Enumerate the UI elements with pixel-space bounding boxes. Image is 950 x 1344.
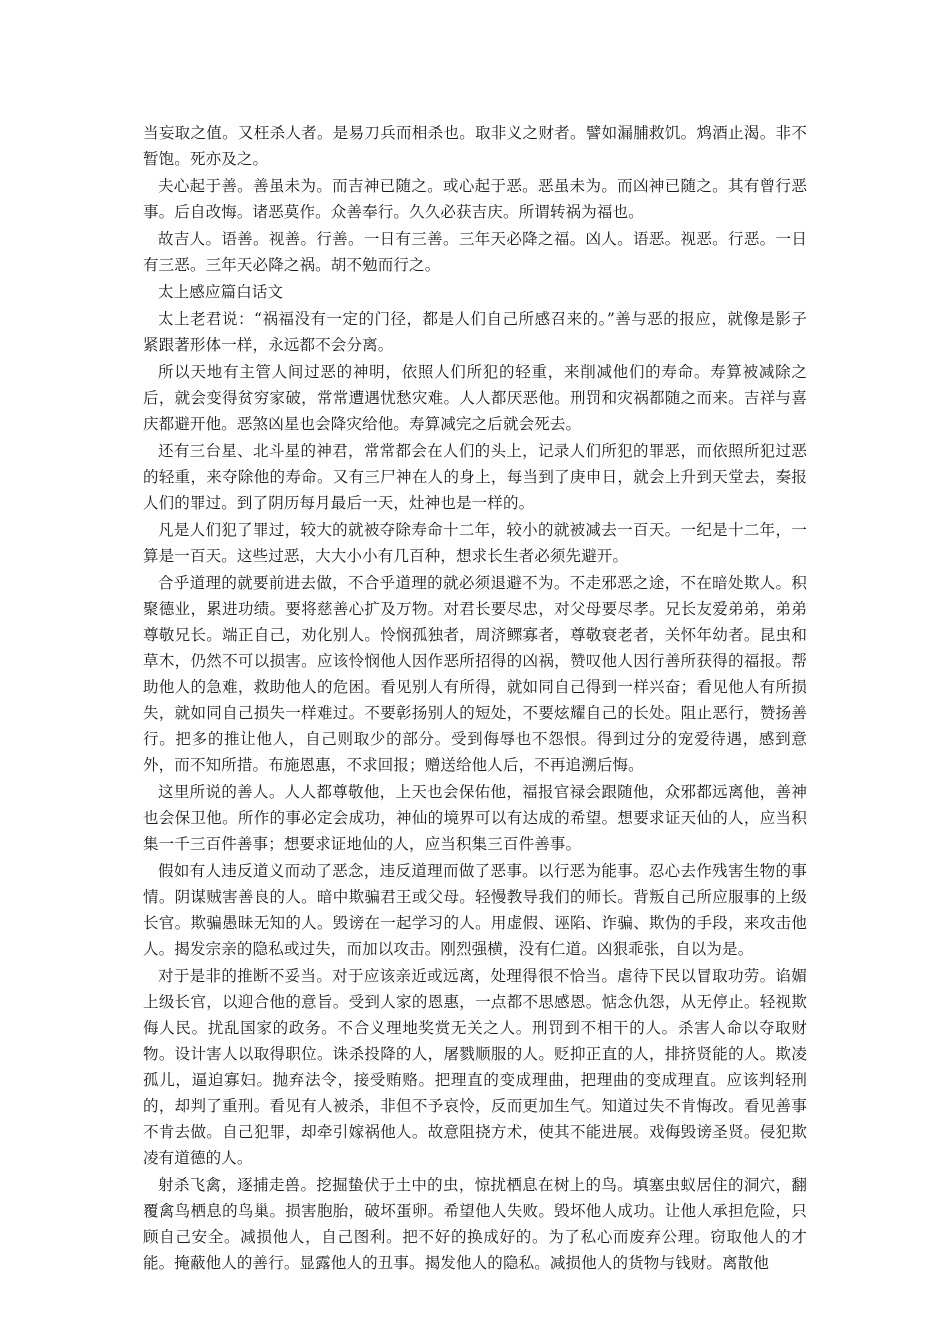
paragraph-10: 假如有人违反道义而动了恶念，违反道理而做了恶事。以行恶为能事。忍心去作残害生物的事情。阴谋贼害善良的人。暗中欺骗君王或父母。轻慢教导我们的师长。背叛自己所应服事的上级长官。欺骗愚昧无知的人。毁谤在一起学习的人。用虚假、诬陷、诈骗、欺伪的手段，来攻击他人。揭发宗亲的隐私或过失，而加以攻击。刚烈强横，没有仁道。凶狠乖张，自以为是。: [143, 862, 807, 958]
paragraph-6: 还有三台星、北斗星的神君，常常都会在人们的头上，记录人们所犯的罪恶，而依照所犯过恶的轻重，来夺除他的寿命。又有三尸神在人的身上，每当到了庚申日，就会上升到天堂去，奏报人们的罪过。到了阴历每月最后一天，灶神也是一样的。: [143, 442, 807, 512]
paragraph-12: 射杀飞禽，逐捕走兽。挖掘蛰伏于土中的虫，惊扰栖息在树上的鸟。填塞虫蚁居住的洞穴，翻覆禽鸟栖息的鸟巢。损害胞胎，破坏蛋卵。希望他人失败。毁坏他人成功。让他人承担危险，只顾自己安全。减损他人，自己图利。把不好的换成好的。为了私心而废弃公理。窃取他人的才能。掩蔽他人的善行。显露他人的丑事。揭发他人的隐私。减损他人的货物与钱财。离散他: [143, 1176, 807, 1272]
section-heading: 太上感应篇白话文: [158, 283, 284, 301]
paragraph-8: 合乎道理的就要前进去做，不合乎道理的就必须退避不为。不走邪恶之途，不在暗处欺人。积聚德业，累进功绩。要将慈善心扩及万物。对君长要尽忠，对父母要尽孝。兄长友爱弟弟，弟弟尊敬兄长。端正自己，劝化别人。怜悯孤独者，周济鳏寡者，尊敬衰老者，关怀年幼者。昆虫和草木，仍然不可以损害。应该怜悯他人因作恶所招得的凶祸，赞叹他人因行善所获得的福报。帮助他人的急难，救助他人的危困。看见别人有所得，就如同自己得到一样兴奋；看见他人有所损失，就如同自己损失一样难过。不要彰扬别人的短处，不要炫耀自己的长处。阻止恶行，赞扬善行。把多的推让他人，自己则取少的部分。受到侮辱也不怨恨。得到过分的宠爱待遇，感到意外，而不知所措。布施恩惠，不求回报；赠送给他人后，不再追溯后悔。: [143, 574, 807, 774]
paragraph-4: 太上老君说：“祸福没有一定的门径，都是人们自己所感召来的。”善与恶的报应，就像是影子紧跟著形体一样，永远都不会分离。: [143, 310, 807, 354]
document-body: [143, 120, 807, 1277]
paragraph-0: 当妄取之值。又枉杀人者。是易刀兵而相杀也。取非义之财者。譬如漏脯救饥。鸩酒止渴。非不暂饱。死亦及之。: [143, 124, 807, 168]
paragraph-1: 夫心起于善。善虽未为。而吉神已随之。或心起于恶。恶虽未为。而凶神已随之。其有曾行恶事。后自改悔。诸恶莫作。众善奉行。久久必获吉庆。所谓转祸为福也。: [143, 177, 807, 221]
paragraph-11: 对于是非的推断不妥当。对于应该亲近或远离，处理得很不恰当。虐待下民以冒取功劳。谄媚上级长官，以迎合他的意旨。受到人家的恩惠，一点都不思感恩。惦念仇怨，从无停止。轻视欺侮人民。扰乱国家的政务。不合义理地奖赏无关之人。刑罚到不相干的人。杀害人命以夺取财物。设计害人以取得职位。诛杀投降的人，屠戮顺服的人。贬抑正直的人，排挤贤能的人。欺凌孤儿，逼迫寡妇。抛弃法令，接受贿赂。把理直的变成理曲，把理曲的变成理直。应该判轻刑的，却判了重刑。看见有人被杀，非但不予哀怜，反而更加生气。知道过失不肯悔改。看见善事不肯去做。自己犯罪，却牵引嫁祸他人。故意阻挠方术，使其不能进展。戏侮毁谤圣贤。侵犯欺凌有道德的人。: [143, 967, 807, 1167]
paragraph-5: 所以天地有主管人间过恶的神明，依照人们所犯的轻重，来削减他们的寿命。寿算被减除之后，就会变得贫穷家破，常常遭遇忧愁灾难。人人都厌恶他。刑罚和灾祸都随之而来。吉祥与喜庆都避开他。恶煞凶星也会降灾给他。寿算减完之后就会死去。: [143, 363, 807, 433]
paragraph-7: 凡是人们犯了罪过，较大的就被夺除寿命十二年，较小的就被减去一百天。一纪是十二年，一算是一百天。这些过恶，大大小小有几百种，想求长生者必须先避开。: [143, 521, 807, 565]
paragraph-9: 这里所说的善人。人人都尊敬他，上天也会保佑他，福报官禄会跟随他，众邪都远离他，善神也会保卫他。所作的事必定会成功，神仙的境界可以有达成的希望。想要求证天仙的人，应当积集一千三百件善事；想要求证地仙的人，应当积集三百件善事。: [143, 783, 807, 853]
paragraph-2: 故吉人。语善。视善。行善。一日有三善。三年天必降之福。凶人。语恶。视恶。行恶。一日有三恶。三年天必降之祸。胡不勉而行之。: [143, 230, 807, 274]
